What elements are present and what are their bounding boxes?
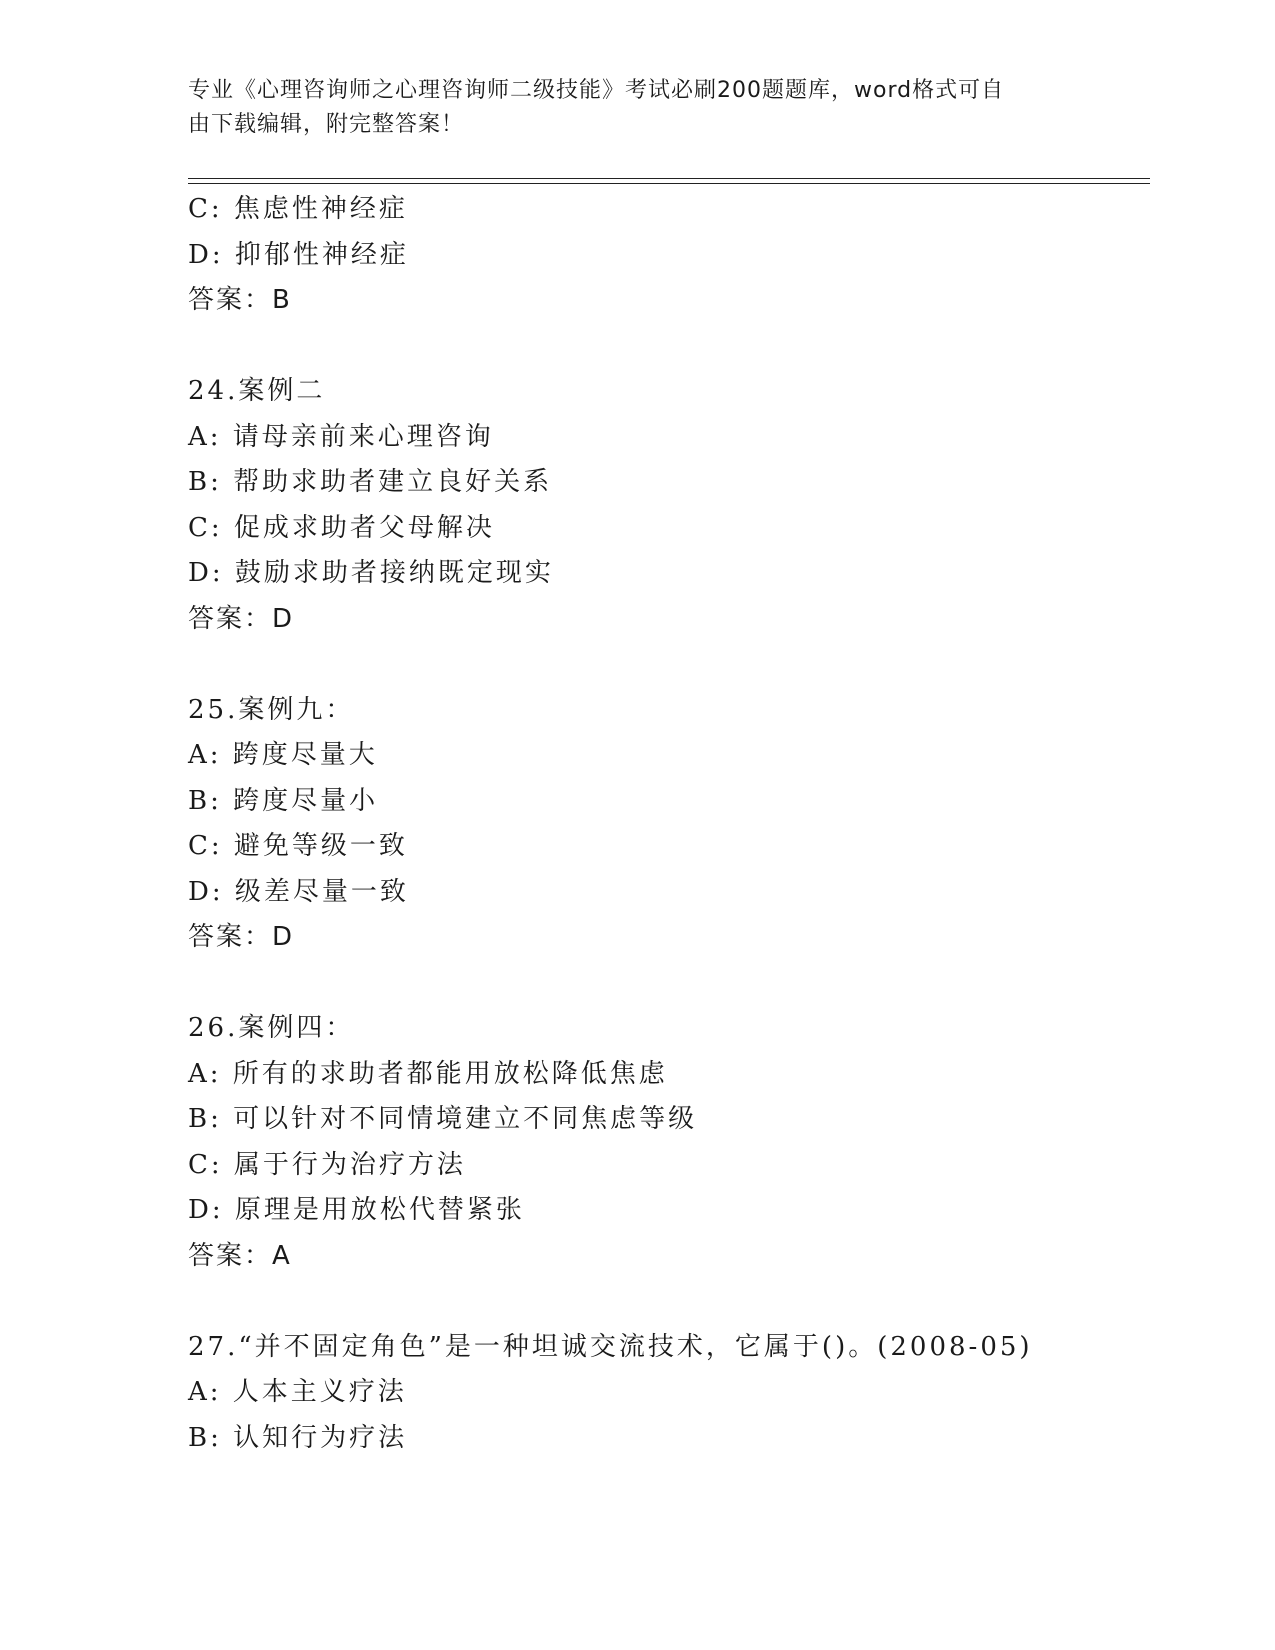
option-c: C: 属于行为治疗方法 xyxy=(188,1149,466,1180)
document-header xyxy=(188,74,1068,142)
option-c: C: 避免等级一致 xyxy=(188,831,408,861)
option-a: A: 请母亲前来心理咨询 xyxy=(188,421,494,452)
question-25 xyxy=(188,688,1148,961)
option-b: B: 可以针对不同情境建立不同焦虑等级 xyxy=(188,1104,698,1134)
spacer xyxy=(188,642,1148,688)
spacer xyxy=(188,324,1148,370)
answer-label: 答案：B xyxy=(188,285,292,315)
header-title-line-2: 由下载编辑，附完整答案！ xyxy=(188,112,465,137)
spacer xyxy=(188,961,1148,1007)
question-26 xyxy=(188,1006,1148,1279)
question-24 xyxy=(188,369,1148,642)
option-a: A: 所有的求助者都能用放松降低焦虑 xyxy=(188,1058,668,1089)
spacer xyxy=(188,1279,1148,1325)
question-stem: 25.案例九： xyxy=(188,694,355,725)
question-stem: 26.案例四： xyxy=(188,1013,355,1043)
question-list xyxy=(188,187,1148,1461)
header-double-rule xyxy=(188,178,1150,184)
question-27 xyxy=(188,1325,1148,1462)
answer-label: 答案：D xyxy=(188,922,295,952)
option-b: B: 认知行为疗法 xyxy=(188,1422,408,1453)
option-c: C: 焦虑性神经症 xyxy=(188,194,408,224)
answer-label: 答案：A xyxy=(188,1240,292,1271)
option-d: D: 级差尽量一致 xyxy=(188,876,409,907)
option-c: C: 促成求助者父母解决 xyxy=(188,512,495,543)
question-stem: 27.“并不固定角色”是一种坦诚交流技术，它属于()。(2008-05) xyxy=(188,1331,1033,1362)
question-stem: 24.案例二 xyxy=(188,376,326,406)
answer-label: 答案：D xyxy=(188,603,295,634)
option-a: A: 人本主义疗法 xyxy=(188,1377,407,1407)
option-d: D: 鼓励求助者接纳既定现实 xyxy=(188,558,554,588)
question-23-continued xyxy=(188,187,1148,324)
option-d: D: 原理是用放松代替紧张 xyxy=(188,1195,525,1225)
option-b: B: 跨度尽量小 xyxy=(188,785,379,816)
option-b: B: 帮助求助者建立良好关系 xyxy=(188,467,553,497)
option-a: A: 跨度尽量大 xyxy=(188,740,378,770)
option-d: D: 抑郁性神经症 xyxy=(188,239,409,270)
header-title-line-1: 专业《心理咨询师之心理咨询师二级技能》考试必刷200题题库，word格式可自 xyxy=(188,78,1005,103)
